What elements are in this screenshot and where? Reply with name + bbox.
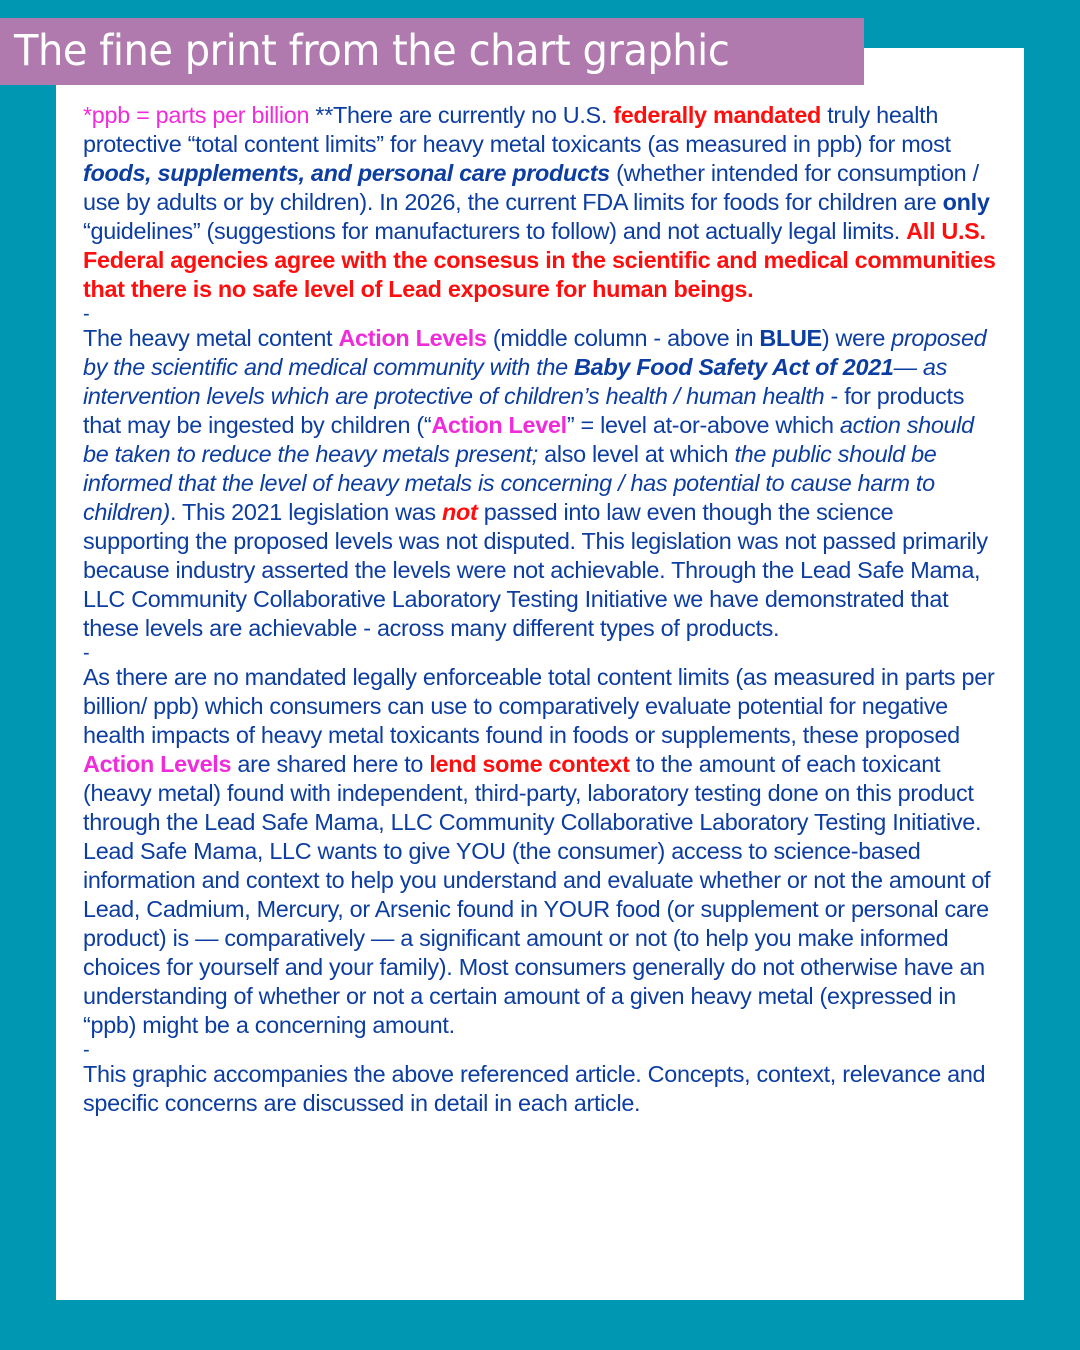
- text-run: to the amount of each toxicant (heavy metal) found with independent, third-party, laboratory testing done on this product through the Lead Safe Mama, LLC Community Collaborative Laboratory Testing Initiative. Lead Safe Mama, LLC wants to give YOU (the consumer) access to science-based information and context to help you understand and evaluate whether or not the amount of Lead, Cadmium, Mercury, or Arsenic found in YOUR food (or supplement or personal care product) is — comparatively — a significant amount or not (to help you make informed choices for yourself and your family). Most consumers generally do not otherwise have an understanding of whether or not a certain amount of a given heavy metal (expressed in “ppb) might be a concerning amount.: [83, 751, 991, 1038]
- emphasis-not: not: [442, 499, 478, 525]
- paragraph-accompanies: [83, 1060, 1003, 1118]
- separator: -: [83, 303, 90, 325]
- text-run: As there are no mandated legally enforceable total content limits (as measured in parts per billion/ ppb) which consumers can use to comparatively evaluate potential for negative health impacts of heavy metal toxicants found in foods or supplements, these proposed: [83, 664, 995, 748]
- text-run: also level at which: [537, 441, 735, 467]
- separator: -: [83, 642, 90, 664]
- text-run: passed into law even though the science supporting the proposed levels was not disputed. This legislation was not passed primarily because industry asserted the levels were not achievable. Through the Lead Safe Mama, LLC Community Collaborative Laboratory Testing Initiative we have demonstrated that these levels are achievable - across many different types of products.: [83, 499, 988, 641]
- emphasis-only: only: [942, 189, 990, 215]
- emphasis-action-level: Action Level: [431, 412, 567, 438]
- text-run: This graphic accompanies the above referenced article. Concepts, context, relevance and specific concerns are discussed in detail in each article.: [83, 1061, 986, 1116]
- emphasis-blue: BLUE: [759, 325, 822, 351]
- text-run-italic: proposed by the scientific and medical community with the: [83, 325, 987, 380]
- text-run: are shared here to: [231, 751, 430, 777]
- paragraph-context: [83, 663, 1003, 1040]
- text-run: - for products that may be ingested by children (“: [83, 383, 965, 438]
- text-run: The heavy metal content: [83, 325, 339, 351]
- page-title: The fine print from the chart graphic: [14, 26, 730, 76]
- emphasis-lend-some-context: lend some context: [429, 751, 630, 777]
- emphasis-action-levels: Action Levels: [338, 325, 487, 351]
- text-run-italic: action should be taken to reduce the heavy metals present;: [83, 412, 974, 467]
- paragraph-action-levels: [83, 324, 1003, 643]
- text-run: “guidelines” (suggestions for manufacturers to follow) and not actually legal limits.: [83, 218, 907, 244]
- text-run: (middle column - above in: [486, 325, 760, 351]
- text-run: ” = level at-or-above which: [566, 412, 840, 438]
- text-run-italic: — as intervention levels which are protective of children’s health / human health: [83, 354, 948, 409]
- title-banner: [0, 18, 864, 85]
- emphasis-baby-food-act: Baby Food Safety Act of 2021: [574, 354, 894, 380]
- text-run: ) were: [821, 325, 892, 351]
- emphasis-action-levels: Action Levels: [83, 751, 232, 777]
- text-run: . This 2021 legislation was: [170, 499, 443, 525]
- paragraph-disclaimer: [83, 101, 1003, 304]
- text-run: truly health protective “total content limits” for heavy metal toxicants (as measured in ppb) for most: [83, 102, 951, 157]
- emphasis-no-safe-level: All U.S. Federal agencies agree with the consesus in the scientific and medical communities that there is no safe level of Lead exposure for human beings.: [83, 218, 996, 302]
- fine-print-body: [83, 101, 1003, 1118]
- ppb-definition: *ppb = parts per billion: [83, 102, 310, 128]
- emphasis-federally-mandated: federally mandated: [613, 102, 822, 128]
- text-run: (whether intended for consumption / use by adults or by children). In 2026, the current FDA limits for foods for children are: [83, 160, 979, 215]
- separator: -: [83, 1039, 90, 1061]
- text-run-italic: the public should be informed that the level of heavy metals is concerning / has potential to cause harm to children): [83, 441, 937, 525]
- emphasis-products: foods, supplements, and personal care products: [83, 160, 610, 186]
- text-run: **There are currently no U.S.: [309, 102, 614, 128]
